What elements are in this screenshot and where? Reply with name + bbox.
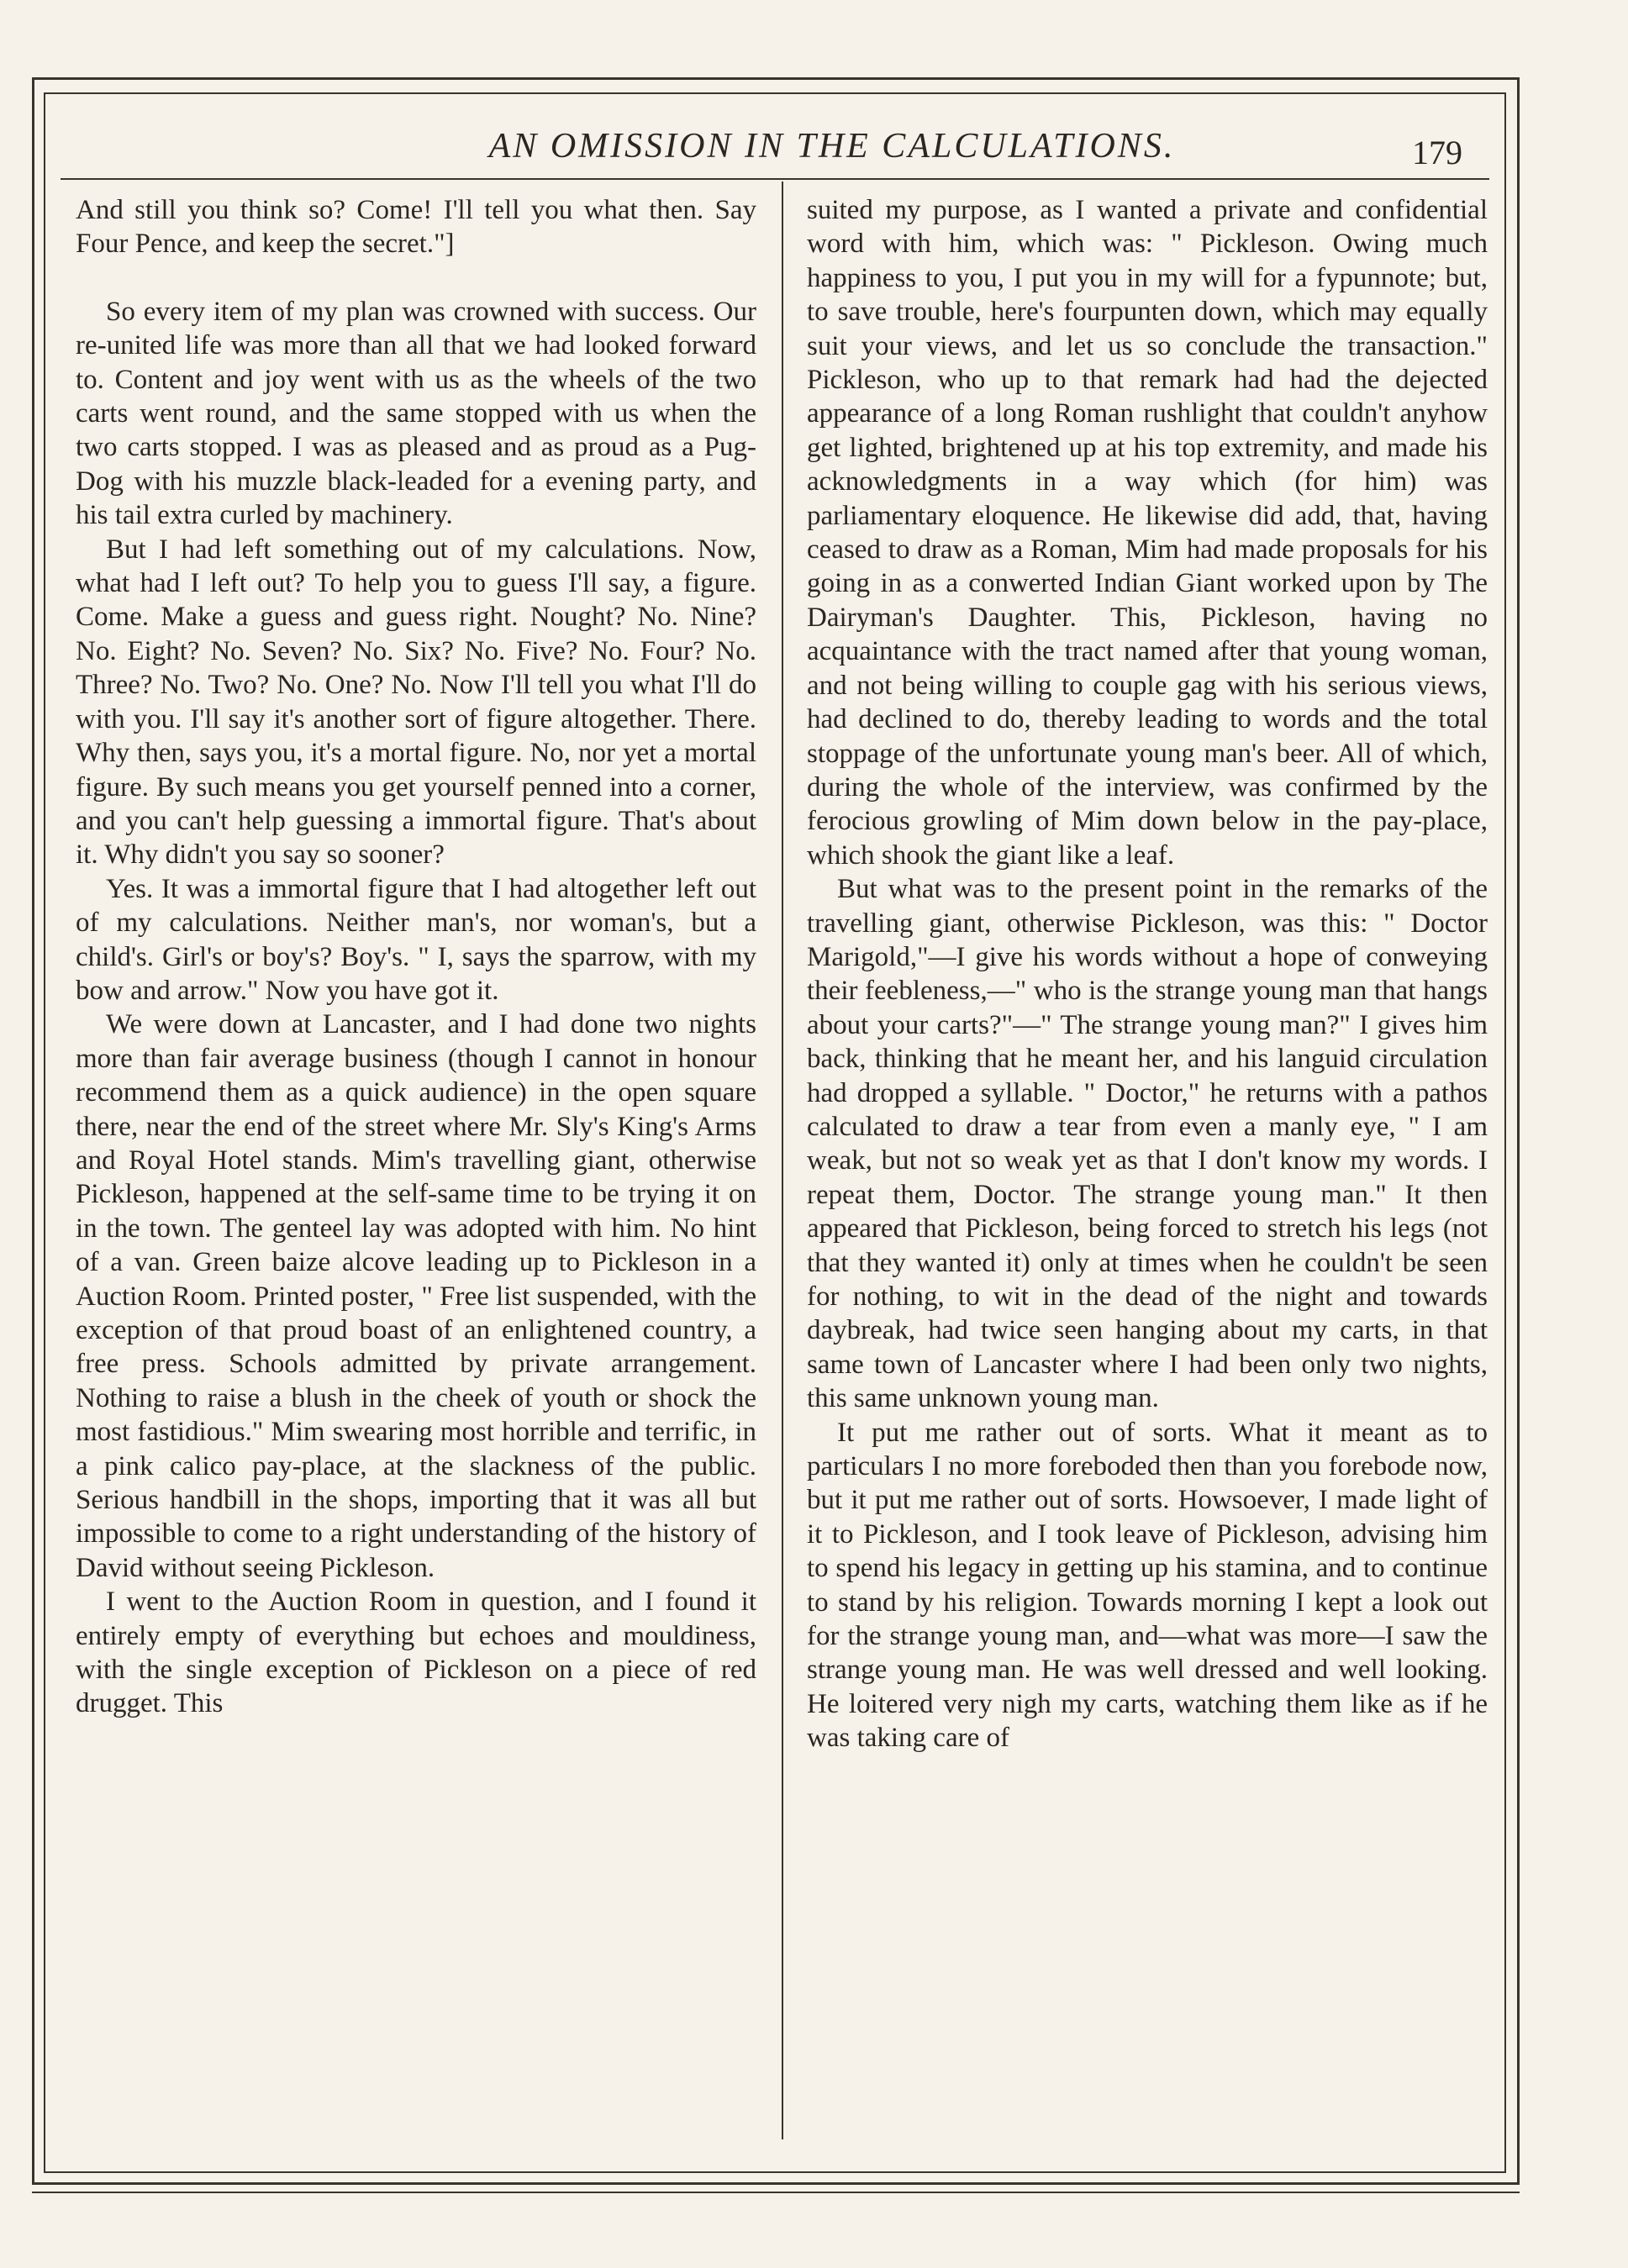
paragraph: We were down at Lancaster, and I had done two nights more than fair average business (though I cannot in honour recommend them as a quick audience) in the open square there, near the end of the street where Mr. Sly's King's Arms and Royal Hotel stands. Mim's travelling giant, otherwise Pickleson, happened at the self-same time to be trying it on in the town. The genteel lay was adopted with him. No hint of a van. Green baize alcove leading up to Pickleson in a Auction Room. Printed poster, " Free list suspended, with the exception of that proud boast of an enlightened country, a free press. Schools admitted by private arrangement. Nothing to raise a blush in the cheek of youth or shock the most fastidious." Mim swearing most horrible and terrific, in a pink calico pay-place, at the slackness of the public. Serious handbill in the shops, importing that it was all but impossible to come to a right understanding of the history of David without seeing Pickleson. — [76, 1009, 756, 1583]
paragraph: I went to the Auction Room in question, and I found it entirely empty of everything but echoes and mouldiness, with the single exception of Pickleson on a piece of red drugget. This — [76, 1587, 756, 1719]
right-column — [807, 193, 1488, 1755]
paragraph: And still you think so? Come! I'll tell you what then. Say Four Pence, and keep the secret."] — [76, 195, 756, 260]
left-column — [76, 193, 756, 1721]
paragraph: But I had left something out of my calculations. Now, what had I left out? To help you to guess I'll say, a figure. Come. Make a guess and guess right. Nought? No. Nine? No. Eight? No. Seven? No. Six? No. Five? No. Four? No. Three? No. Two? No. One? No. Now I'll tell you what I'll do with you. I'll say it's another sort of figure altogether. There. Why then, says you, it's a mortal figure. No, nor yet a mortal figure. By such means you get yourself penned into a corner, and you can't help guessing a immortal figure. That's about it. Why didn't you say so sooner? — [76, 534, 756, 871]
header-rule — [61, 178, 1489, 180]
paragraph: It put me rather out of sorts. What it meant as to particulars I no more foreboded then than you forebode now, but it put me rather out of sorts. Howsoever, I made light of it to Pickleson, and I took leave of Pickleson, advising him to spend his legacy in getting up his stamina, and to continue to stand by his religion. Towards morning I kept a look out for the strange young man, and—what was more—I saw the strange young man. He was well dressed and well looking. He loitered very nigh my carts, watching them like as if he was taking care of — [807, 1417, 1488, 1754]
paragraph: Yes. It was a immortal figure that I had altogether left out of my calculations. Neither man's, nor woman's, but a child's. Girl's or boy's? Boy's. " I, says the sparrow, with my bow and arrow." Now you have got it. — [76, 873, 756, 1006]
page-number: 179 — [1412, 134, 1462, 171]
running-title: AN OMISSION IN THE CALCULATIONS. — [488, 127, 1176, 166]
bottom-rule — [32, 2192, 1520, 2193]
paragraph: suited my purpose, as I wanted a private and confidential word with him, which was: " Pickleson. Owing much happiness to you, I put you in my will for a fypunnote; but, to save trouble, here's fourpunten down, which may equally suit your views, and let us so conclude the transaction." Pickleson, who up to that remark had had the dejected appearance of a long Roman rushlight that couldn't anyhow get lighted, brightened up at his top extremity, and made his acknowledgments in a way which (for him) was parliamentary eloquence. He likewise did add, that, having ceased to draw as a Roman, Mim had made proposals for his going in as a conwerted Indian Giant worked upon by The Dairyman's Daughter. This, Pickleson, having no acquaintance with the tract named after that young woman, and not being willing to couple gag with his serious views, had declined to do, thereby leading to words and the total stoppage of the unfortunate young man's beer. All of which, during the whole of the interview, was confirmed by the ferocious growling of Mim down below in the pay-place, which shook the giant like a leaf. — [807, 195, 1488, 871]
column-divider — [782, 182, 783, 2139]
paragraph: So every item of my plan was crowned with success. Our re-united life was more than all that we had looked forward to. Content and joy went with us as the wheels of the two carts went round, and the same stopped with us when the two carts stopped. I was as pleased and as proud as a Pug-Dog with his muzzle black-leaded for a evening party, and his tail extra curled by machinery. — [76, 296, 756, 531]
paragraph: But what was to the present point in the remarks of the travelling giant, otherwise Pickleson, was this: " Doctor Marigold,"—I give his words without a hope of conweying their feebleness,—" who is the strange young man that hangs about your carts?"—" The strange young man?" I gives him back, thinking that he meant her, and his languid circulation had dropped a syllable. " Doctor," he returns with a pathos calculated to draw a tear from even a manly eye, " I am weak, but not so weak yet as that I don't know my words. I repeat them, Doctor. The strange young man." It then appeared that Pickleson, being forced to stretch his legs (not that they wanted it) only at times when he couldn't be seen for nothing, to wit in the dead of the night and towards daybreak, had twice seen hanging about my carts, in that same town of Lancaster where I had been only two nights, this same unknown young man. — [807, 874, 1488, 1414]
